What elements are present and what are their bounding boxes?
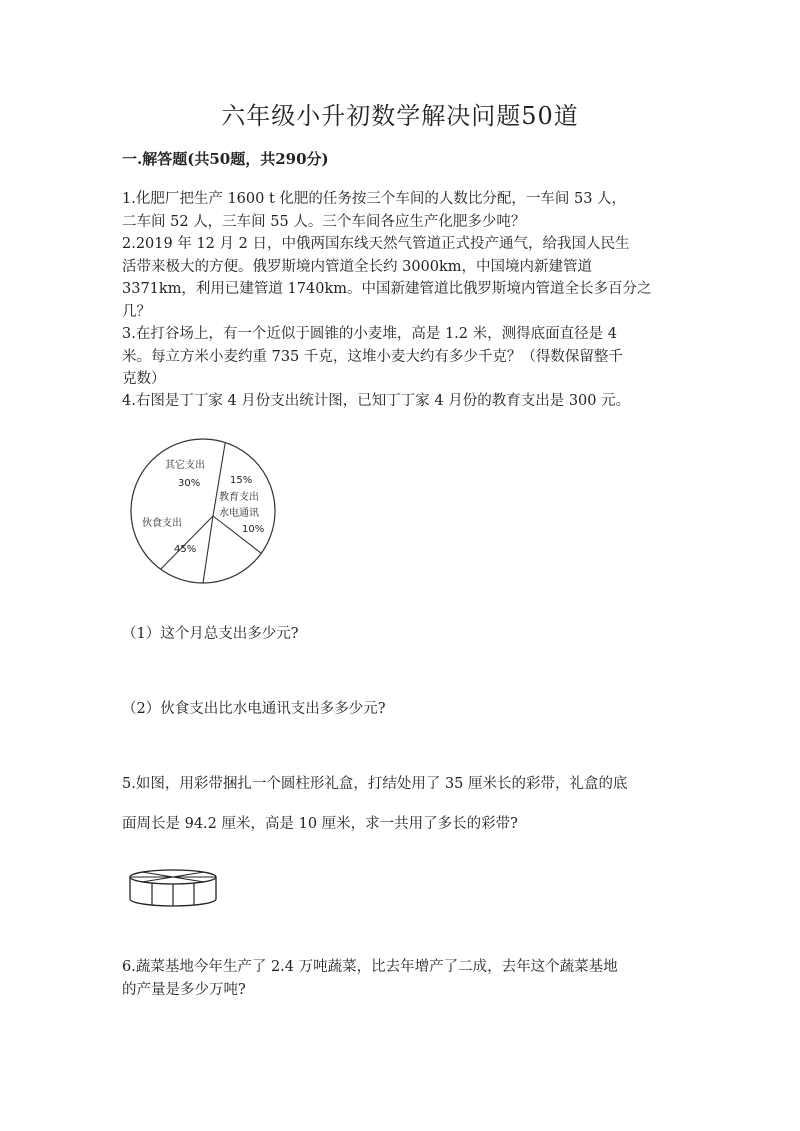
pie-chart-svg <box>128 436 278 586</box>
question-2-line: 2.2019 年 12 月 2 日，中俄两国东线天然气管道正式投产通气，给我国人民生 <box>122 236 630 252</box>
question-6-line: 的产量是多少万吨? <box>122 981 246 998</box>
slice-label-food: 伙食支出 <box>142 518 182 529</box>
slice-label-utilities: 水电通讯 <box>219 508 259 519</box>
question-6-line: 6.蔬菜基地今年生产了 2.4 万吨蔬菜，比去年增产了二成，去年这个蔬菜基地 <box>122 959 618 975</box>
section-heading: 一.解答题(共50题，共290分) <box>122 150 329 168</box>
cylinder-gift-box-drawing <box>128 868 218 908</box>
question-3-line: 克数） <box>122 371 166 387</box>
question-2-line: 3371km，利用已建管道 1740km。中国新建管道比俄罗斯境内管道全长多百分之 <box>122 281 652 297</box>
question-2 <box>122 233 682 323</box>
slice-value-utilities: 10% <box>242 524 265 535</box>
gift-box-figure <box>128 868 218 908</box>
slice-value-other: 30% <box>178 478 201 489</box>
question-4-line: 4.右图是丁丁家 4 月份支出统计图，已知丁丁家 4 月份的教育支出是 300 元。 <box>122 393 631 409</box>
question-6 <box>122 956 682 1001</box>
question-5-line-1: 5.如图，用彩带捆扎一个圆柱形礼盒，打结处用了 35 厘米长的彩带，礼盒的底 <box>122 776 628 792</box>
slice-label-other: 其它支出 <box>165 460 205 471</box>
question-1 <box>122 188 682 233</box>
question-4 <box>122 390 682 413</box>
question-1-line: 二车间 52 人，三车间 55 人。三个车间各应生产化肥多少吨？ <box>122 213 526 230</box>
slice-value-education: 15% <box>230 475 253 486</box>
question-3-line: 米。每立方米小麦约重 735 千克，这堆小麦大约有多少千克？（得数保留整千 <box>122 348 623 365</box>
question-4-part-1: （1）这个月总支出多少元? <box>122 626 299 642</box>
question-5-line-2: 面周长是 94.2 厘米，高是 10 厘米，求一共用了多长的彩带? <box>122 816 518 832</box>
question-2-line: 活带来极大的方便。俄罗斯境内管道全长约 3000km，中国境内新建管道 <box>122 258 593 275</box>
question-3 <box>122 323 682 391</box>
page-title: 六年级小升初数学解决问题50道 <box>221 102 579 130</box>
question-4-part-2: （2）伙食支出比水电通讯支出多多少元? <box>122 701 386 717</box>
pie-chart <box>128 436 278 586</box>
slice-label-education: 教育支出 <box>219 492 259 503</box>
question-2-line: 几？ <box>122 303 151 320</box>
question-3-line: 3.在打谷场上，有一个近似于圆锥的小麦堆，高是 1.2 米，测得底面直径是 4 <box>122 326 617 342</box>
question-1-line: 1.化肥厂把生产 1600 t 化肥的任务按三个车间的人数比分配，一车间 53 人， <box>122 191 627 207</box>
slice-value-food: 45% <box>174 544 197 555</box>
